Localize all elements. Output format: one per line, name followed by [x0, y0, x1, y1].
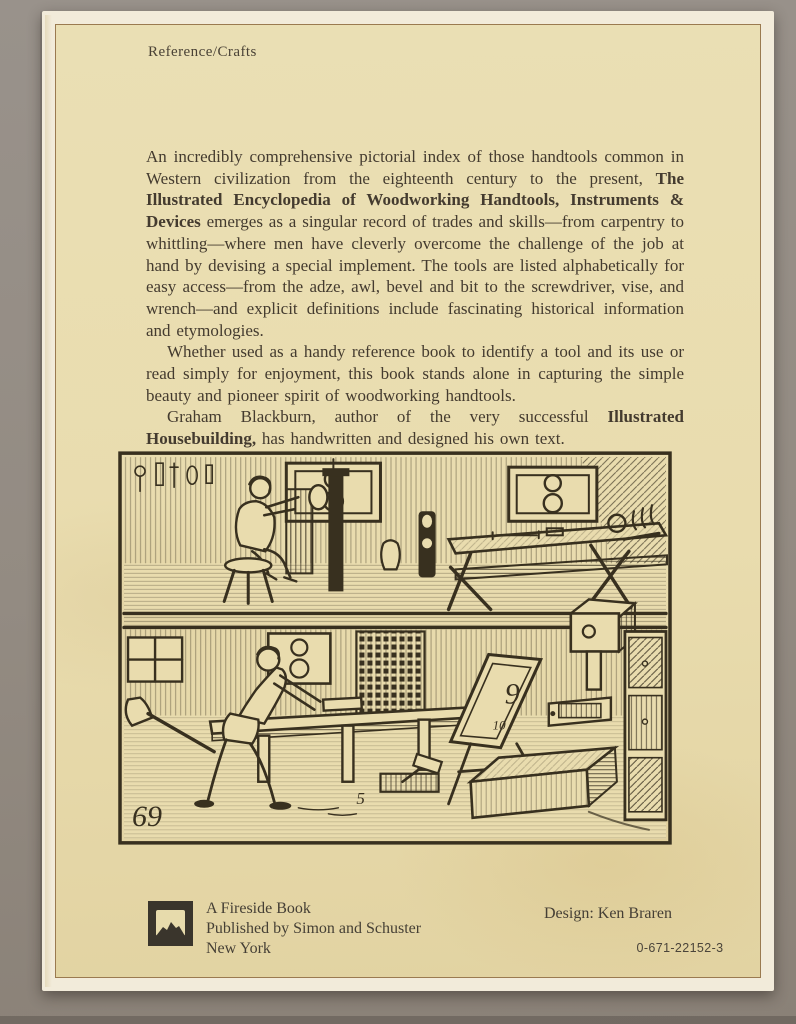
blurb-text: An incredibly comprehensive pictorial index of those handtools common in Western civilization from the eighteenth century to the present,	[146, 147, 684, 188]
turned-workpiece	[309, 485, 327, 509]
lathe-board	[286, 489, 312, 573]
plate-number-69: 69	[132, 798, 163, 833]
back-cover-blurb	[146, 146, 684, 450]
category-label: Reference/Crafts	[148, 44, 257, 60]
hand-plane	[323, 698, 362, 711]
book-title-bold: The Illustrated Encyclopedia of Woodworking Handtools, Instruments & Devices	[146, 168, 684, 232]
woodcut-workshop-illustration	[118, 451, 672, 845]
book-back-cover	[42, 11, 774, 991]
blurb-text: Graham Blackburn, author of the very successful	[167, 407, 608, 427]
lower-scene	[124, 599, 666, 838]
breeches	[223, 714, 259, 744]
cover-printed-area	[55, 24, 761, 978]
isbn-number: 0-671-22152-3	[636, 941, 724, 955]
panel-number-9: 9	[504, 676, 520, 711]
publisher-block	[206, 899, 421, 959]
open-drawer	[549, 698, 611, 726]
four-pane-window	[128, 637, 182, 681]
bench-number-5: 5	[356, 788, 365, 808]
publisher-line-2: Published by Simon and Schuster	[206, 920, 422, 937]
design-credit: Design: Ken Braren	[544, 905, 672, 922]
blurb-paragraph-1	[146, 146, 684, 341]
blurb-paragraph-2	[146, 341, 684, 406]
publisher-line-1: A Fireside Book	[206, 900, 311, 917]
blurb-text: emerges as a singular record of trades and skills—from carpentry to whittling—where men have cleverly overcome the challenge of the job at hand by devising a special implement. The tools are listed alphabetically for easy access—from the adze, awl, bevel and bit to the screwdriver, vise, and wrench—and explicit definitions include fascinating historical information and etymologies.	[146, 212, 684, 340]
blurb-paragraph-3	[146, 406, 684, 449]
blurb-text: has handwritten and designed his own text.	[256, 429, 565, 449]
publisher-line-3: New York	[206, 940, 271, 957]
fireside-logo	[148, 901, 193, 946]
upper-scene	[124, 457, 667, 611]
lattice-panel	[356, 631, 424, 715]
blurb-text: Whether used as a handy reference book to identify a tool and its use or read simply for enjoyment, this book stands alone in capturing the simple beauty and pioneer spirit of woodworking handtools.	[146, 342, 684, 405]
housebuilding-title-bold: Illustrated Housebuilding,	[146, 407, 684, 449]
panel-number-10: 10	[492, 717, 506, 733]
lathe-post	[328, 475, 343, 591]
bullseye-window-upper-right	[509, 467, 597, 521]
